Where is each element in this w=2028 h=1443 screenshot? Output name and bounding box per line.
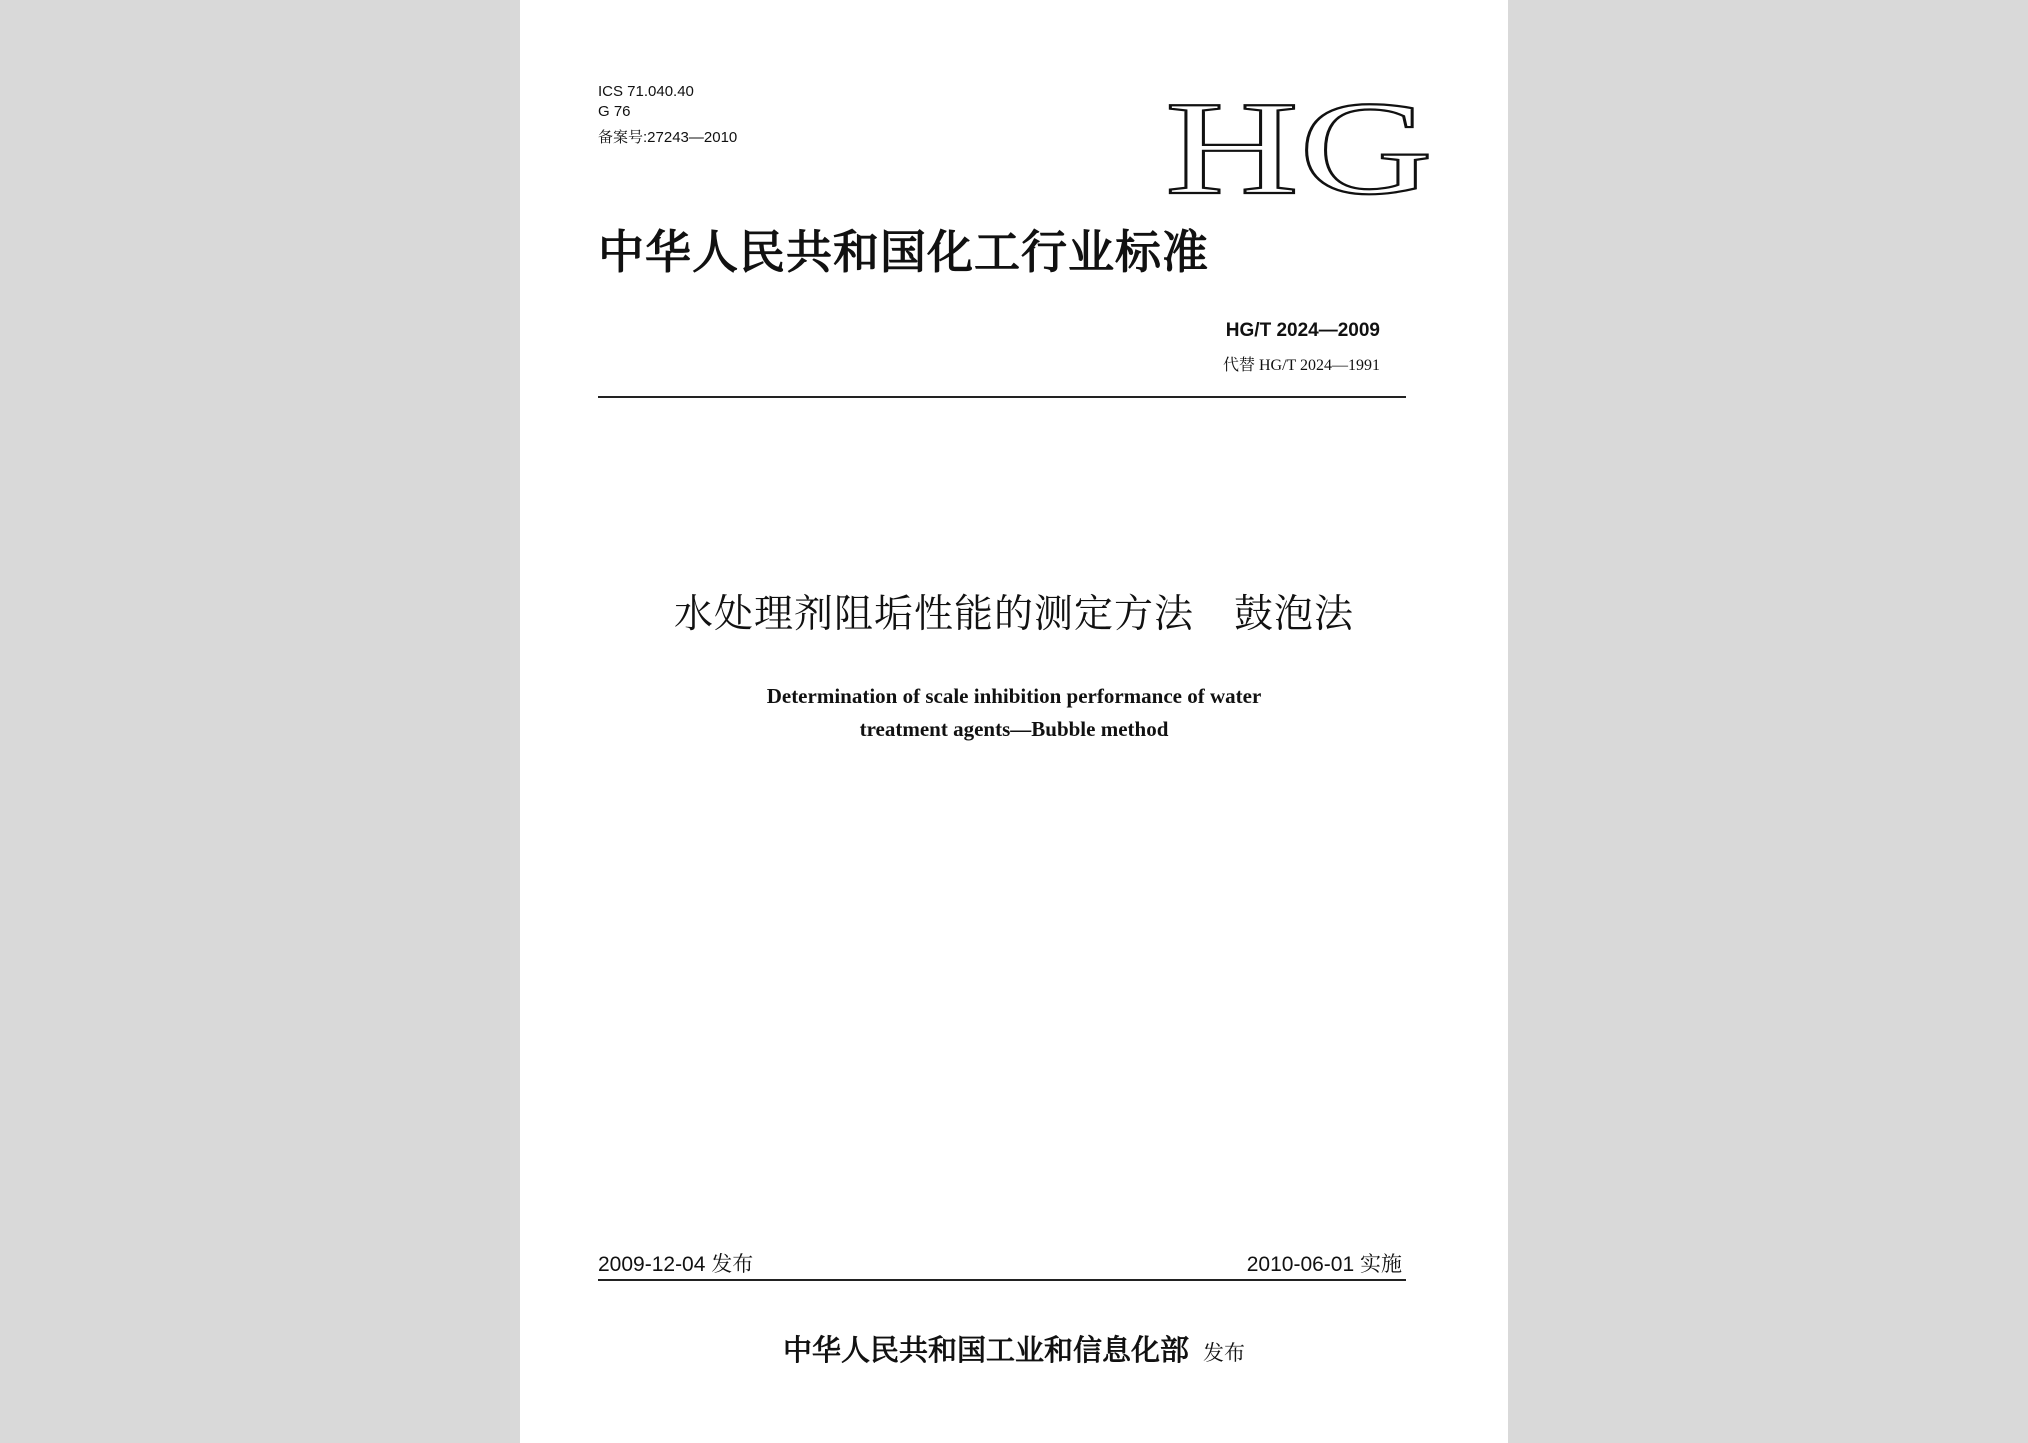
header-divider (598, 396, 1406, 398)
filing-number: 备案号:27243—2010 (598, 129, 738, 146)
publisher-line (520, 1328, 1508, 1369)
issue-date: 2009-12-04 发布 (598, 1253, 754, 1276)
chinese-title: 水处理剂阻垢性能的测定方法 鼓泡法 (673, 592, 1354, 637)
english-title (520, 680, 1508, 746)
implementation-date: 2010-06-01 实施 (1246, 1253, 1402, 1276)
ccs-code: G 76 (598, 103, 631, 120)
document-page (520, 0, 1508, 1443)
english-title-line-1: Determination of scale inhibition performance of water (766, 684, 1262, 708)
hg-logo-text: HG (1165, 88, 1433, 208)
english-title-line-2: treatment agents—Bubble method (859, 717, 1169, 741)
standard-code: HG/T 2024—2009 (1225, 320, 1380, 341)
standard-category-title: 中华人民共和国化工行业标准 (598, 225, 1209, 279)
replaces-code: 代替 HG/T 2024—1991 (1222, 357, 1380, 374)
hg-logo (1165, 88, 1435, 208)
publisher-name: 中华人民共和国工业和信息化部 (782, 1333, 1189, 1367)
footer-divider (598, 1279, 1406, 1281)
publisher-suffix: 发布 (1203, 1341, 1245, 1365)
ics-code: ICS 71.040.40 (598, 83, 694, 100)
